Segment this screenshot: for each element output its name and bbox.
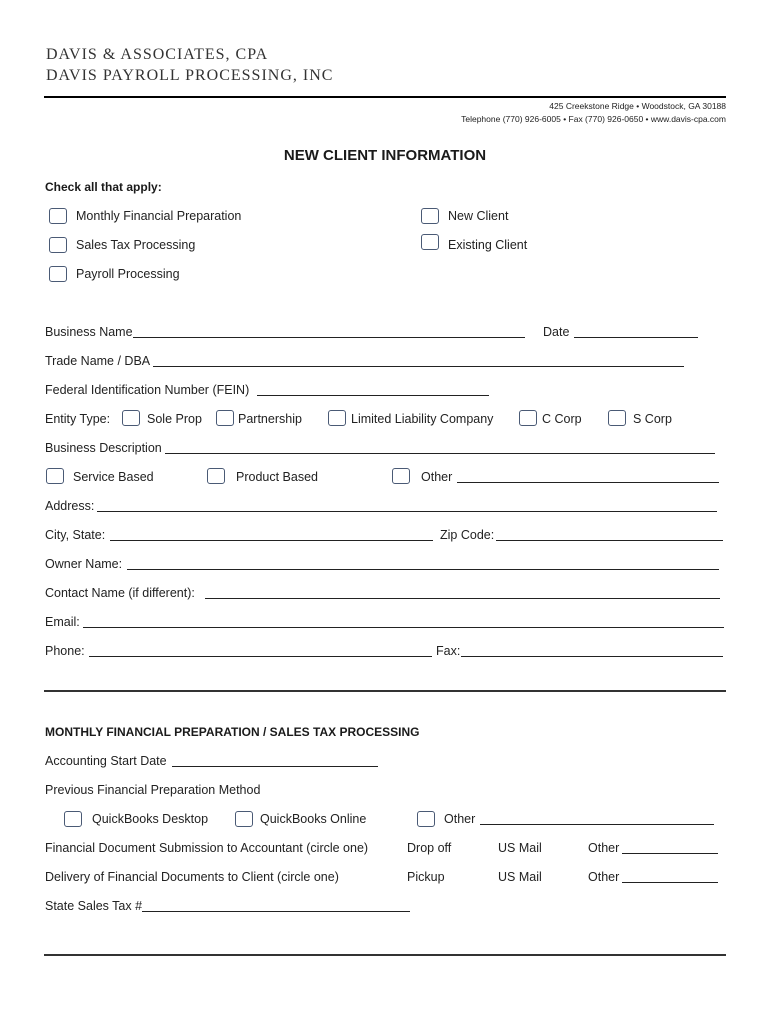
us-mail-option-2[interactable]: US Mail [498, 870, 542, 884]
previous-method-label: Previous Financial Preparation Method [45, 783, 261, 797]
s-corp-checkbox[interactable] [608, 410, 626, 426]
bottom-rule [44, 954, 726, 956]
fein-label: Federal Identification Number (FEIN) [45, 383, 250, 397]
firm-address: 425 Creekstone Ridge • Woodstock, GA 30188 [549, 101, 726, 111]
trade-name-field[interactable] [153, 366, 684, 367]
sales-tax-checkbox[interactable] [49, 237, 67, 253]
product-based-checkbox[interactable] [207, 468, 225, 484]
other-type-field[interactable] [457, 482, 719, 483]
firm-name: DAVIS & ASSOCIATES, CPA [46, 46, 269, 63]
firm-contact: Telephone (770) 926-6005 • Fax (770) 926-0650 • www.davis-cpa.com [461, 114, 726, 124]
s-corp-label: S Corp [633, 412, 672, 426]
firm-subname: DAVIS PAYROLL PROCESSING, INC [46, 67, 334, 84]
qb-desktop-label: QuickBooks Desktop [92, 812, 209, 826]
qb-desktop-checkbox[interactable] [64, 811, 82, 827]
contact-label: Contact Name (if different): [45, 586, 195, 600]
sole-prop-checkbox[interactable] [122, 410, 140, 426]
new-client-label: New Client [448, 209, 509, 223]
partnership-checkbox[interactable] [216, 410, 234, 426]
entity-type-label: Entity Type: [45, 412, 111, 426]
other-type-label: Other [421, 470, 453, 484]
llc-checkbox[interactable] [328, 410, 346, 426]
monthly-checkbox[interactable] [49, 208, 67, 224]
email-field[interactable] [83, 627, 724, 628]
c-corp-label: C Corp [542, 412, 582, 426]
phone-label: Phone: [45, 644, 85, 658]
product-based-label: Product Based [236, 470, 318, 484]
other-type-checkbox[interactable] [392, 468, 410, 484]
zip-label: Zip Code: [440, 528, 495, 542]
other-option-1-field[interactable] [622, 853, 718, 854]
date-label: Date [543, 325, 570, 339]
partnership-label: Partnership [238, 412, 302, 426]
other-option-2[interactable]: Other [588, 870, 620, 884]
fax-field[interactable] [461, 656, 723, 657]
other-method-field[interactable] [480, 824, 714, 825]
sole-prop-label: Sole Prop [147, 412, 202, 426]
business-description-field[interactable] [165, 453, 715, 454]
new-client-checkbox[interactable] [421, 208, 439, 224]
contact-field[interactable] [205, 598, 720, 599]
trade-name-label: Trade Name / DBA [45, 354, 151, 368]
owner-label: Owner Name: [45, 557, 123, 571]
existing-client-checkbox[interactable] [421, 234, 439, 250]
us-mail-option-1[interactable]: US Mail [498, 841, 542, 855]
pickup-option[interactable]: Pickup [407, 870, 445, 884]
drop-off-option[interactable]: Drop off [407, 841, 452, 855]
payroll-label: Payroll Processing [76, 267, 180, 281]
delivery-label: Delivery of Financial Documents to Client (circle one) [45, 870, 339, 884]
qb-online-label: QuickBooks Online [260, 812, 367, 826]
c-corp-checkbox[interactable] [519, 410, 537, 426]
service-based-label: Service Based [73, 470, 154, 484]
payroll-checkbox[interactable] [49, 266, 67, 282]
sales-tax-number-field[interactable] [142, 911, 410, 912]
business-name-label: Business Name [45, 325, 133, 339]
business-name-field[interactable] [133, 337, 525, 338]
city-state-label: City, State: [45, 528, 106, 542]
check-all-label: Check all that apply: [45, 180, 162, 194]
other-option-1[interactable]: Other [588, 841, 620, 855]
start-date-label: Accounting Start Date [45, 754, 167, 768]
start-date-field[interactable] [172, 766, 378, 767]
other-option-2-field[interactable] [622, 882, 718, 883]
owner-field[interactable] [127, 569, 719, 570]
fax-label: Fax: [436, 644, 461, 658]
section2-heading: MONTHLY FINANCIAL PREPARATION / SALES TAX PROCESSING [45, 725, 420, 739]
zip-field[interactable] [496, 540, 723, 541]
sales-tax-label: Sales Tax Processing [76, 238, 196, 252]
qb-online-checkbox[interactable] [235, 811, 253, 827]
address-label: Address: [45, 499, 95, 513]
address-field[interactable] [97, 511, 717, 512]
service-based-checkbox[interactable] [46, 468, 64, 484]
sales-tax-number-label: State Sales Tax # [45, 899, 143, 913]
other-method-checkbox[interactable] [417, 811, 435, 827]
date-field[interactable] [574, 337, 698, 338]
other-method-label: Other [444, 812, 476, 826]
email-label: Email: [45, 615, 80, 629]
llc-label: Limited Liability Company [351, 412, 494, 426]
business-description-label: Business Description [45, 441, 162, 455]
header-rule [44, 96, 726, 98]
fein-field[interactable] [257, 395, 489, 396]
phone-field[interactable] [89, 656, 432, 657]
city-state-field[interactable] [110, 540, 433, 541]
section-divider [44, 690, 726, 692]
page-title: NEW CLIENT INFORMATION [283, 147, 487, 164]
existing-client-label: Existing Client [448, 238, 528, 252]
monthly-label: Monthly Financial Preparation [76, 209, 242, 223]
submission-label: Financial Document Submission to Accountant (circle one) [45, 841, 369, 855]
